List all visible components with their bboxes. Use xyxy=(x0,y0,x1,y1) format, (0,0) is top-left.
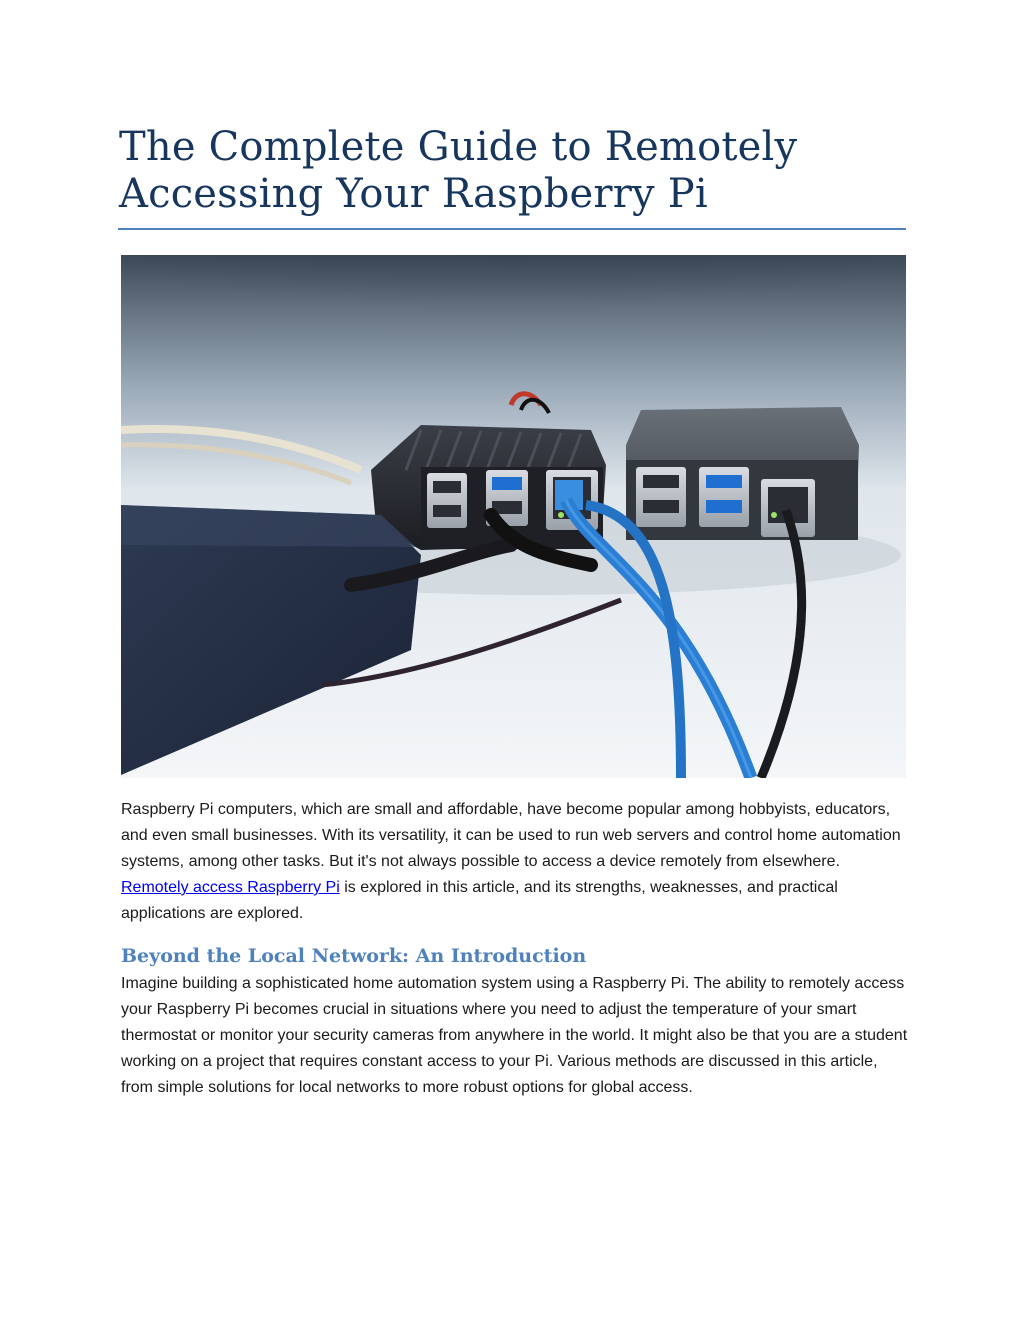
remote-access-link[interactable]: Remotely access Raspberry Pi xyxy=(121,879,340,896)
section-heading: Beyond the Local Network: An Introduction xyxy=(121,945,587,967)
page-title xyxy=(119,124,909,218)
title-underline xyxy=(118,228,906,230)
intro-text-after-link: is explored in this article, and its strengths, weaknesses, and practical applications are explored. xyxy=(121,879,838,922)
section-paragraph: Imagine building a sophisticated home automation system using a Raspberry Pi. The ability to remotely access your Raspberry Pi becomes crucial in situations where you need to adjust the temperature of your smart thermostat or monitor your security cameras from anywhere in the world. It might also be that you are a student working on a project that requires constant access to your Pi. Various methods are discussed in this article, from simple solutions for local networks to more robust options for global access. xyxy=(121,975,908,1096)
intro-text-before-link: Raspberry Pi computers, which are small and affordable, have become popular among hobbyists, educators, and even small businesses. With its versatility, it can be used to run web servers and control home automation systems, among other tasks. But it's not always possible to access a device remotely from elsewhere. xyxy=(121,801,901,870)
title-line-1: The Complete Guide to Remotely xyxy=(119,124,798,170)
title-line-2: Accessing Your Raspberry Pi xyxy=(119,171,708,217)
raspberry-pi-devices-photo xyxy=(121,255,906,778)
intro-paragraph xyxy=(121,797,911,927)
